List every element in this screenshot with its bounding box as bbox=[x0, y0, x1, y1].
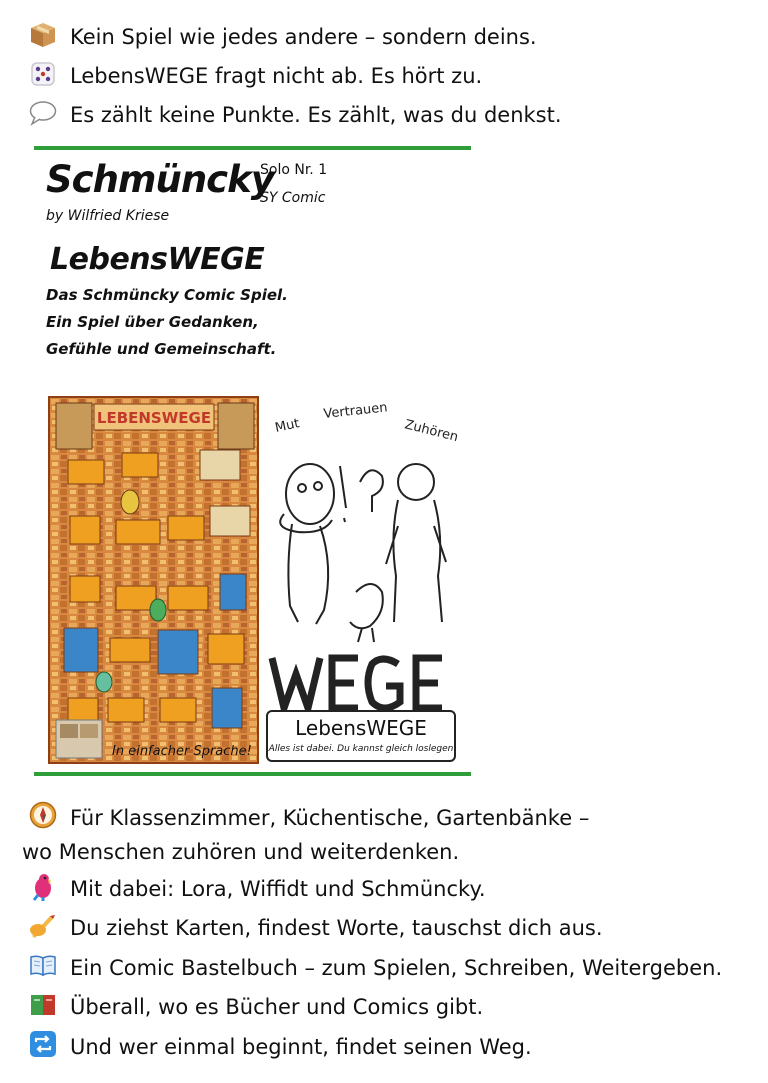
book-subtitle-2: Ein Spiel über Gedanken, bbox=[46, 313, 259, 331]
package-icon bbox=[28, 20, 58, 50]
bottom-rule bbox=[34, 772, 471, 776]
book-series: SY Comic bbox=[260, 190, 326, 206]
dice-icon bbox=[28, 59, 58, 89]
lebenswege-logo-box bbox=[266, 710, 456, 762]
characters-sketch bbox=[258, 396, 464, 764]
logo-subtitle: Alles ist dabei. Du kannst gleich loslegen bbox=[268, 744, 454, 754]
book-author: by Wilfried Kriese bbox=[46, 208, 170, 224]
speech-bubble-icon bbox=[28, 98, 58, 128]
book-title: Schmüncky bbox=[46, 158, 274, 201]
writing-hand-icon bbox=[28, 910, 58, 940]
outro-line-2: Mit dabei: Lora, Wiffidt und Schmüncky. bbox=[70, 877, 486, 901]
open-book-icon bbox=[28, 950, 58, 980]
outro-line-3: Du ziehst Karten, findest Worte, tauschst dich aus. bbox=[70, 916, 603, 940]
outro-line-6: Und wer einmal beginnt, findet seinen Weg. bbox=[70, 1035, 532, 1059]
sketch-words-1: Mut bbox=[273, 416, 301, 436]
book-cover bbox=[34, 150, 471, 770]
book-game-title: LebensWEGE bbox=[50, 242, 265, 277]
parrot-icon bbox=[28, 871, 58, 901]
outro-line-5: Überall, wo es Bücher und Comics gibt. bbox=[70, 995, 484, 1019]
board-banner: LEBENSWEGE bbox=[96, 409, 212, 427]
logo-title: LebensWEGE bbox=[295, 716, 427, 740]
sketch-words-3: Zuhören bbox=[403, 417, 460, 446]
outro-line-1b: wo Menschen zuhören und weiterdenken. bbox=[22, 840, 460, 864]
sketch-words-2: Vertrauen bbox=[322, 400, 389, 422]
repeat-icon bbox=[28, 1029, 58, 1059]
books-icon bbox=[28, 989, 58, 1019]
outro-line-1: Für Klassenzimmer, Küchentische, Gartenbänke – bbox=[70, 806, 590, 830]
simple-language-note: In einfacher Sprache! bbox=[112, 744, 252, 759]
book-solo-number: Solo Nr. 1 bbox=[260, 162, 328, 178]
intro-line-1: Kein Spiel wie jedes andere – sondern deins. bbox=[70, 25, 537, 49]
game-board-illustration bbox=[48, 396, 259, 764]
intro-line-2: LebensWEGE fragt nicht ab. Es hört zu. bbox=[70, 64, 483, 88]
compass-icon bbox=[28, 800, 58, 830]
book-subtitle-1: Das Schmüncky Comic Spiel. bbox=[46, 286, 288, 304]
intro-line-3: Es zählt keine Punkte. Es zählt, was du denkst. bbox=[70, 103, 562, 127]
outro-line-4: Ein Comic Bastelbuch – zum Spielen, Schreiben, Weitergeben. bbox=[70, 956, 723, 980]
book-subtitle-3: Gefühle und Gemeinschaft. bbox=[46, 340, 277, 358]
